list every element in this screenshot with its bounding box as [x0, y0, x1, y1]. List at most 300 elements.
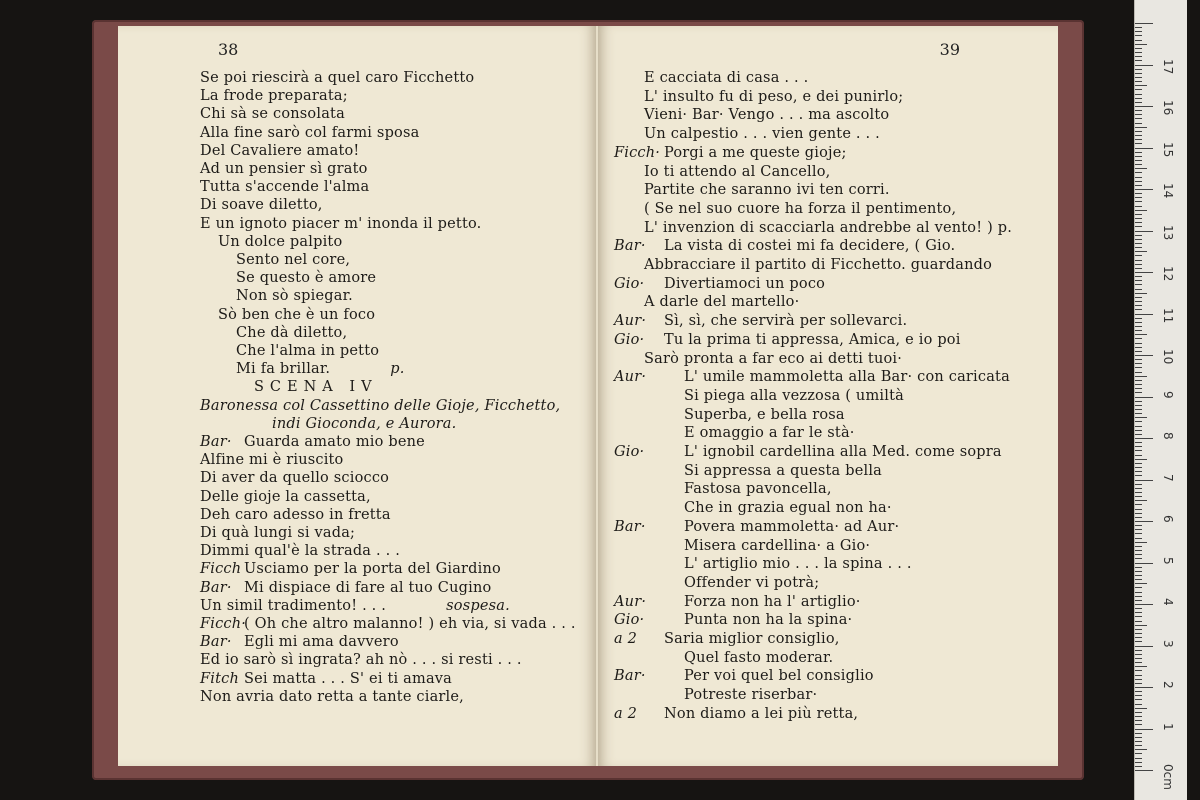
ruler-tick	[1135, 621, 1142, 622]
ruler-tick	[1135, 44, 1147, 45]
text-line	[644, 407, 845, 423]
stage-note: sospesa.	[446, 597, 510, 614]
ruler-tick	[1135, 571, 1142, 572]
ruler-label: 4	[1161, 598, 1175, 606]
verse-text: Per voi quel bel consiglio	[684, 668, 874, 685]
speaker-label: Aur·	[614, 369, 647, 386]
ruler-tick	[1135, 343, 1142, 344]
verse-text: Sò ben che è un foco	[218, 306, 376, 323]
speaker-label: Gio·	[614, 444, 645, 460]
verse-text: Saria miglior consiglio,	[664, 631, 840, 647]
ruler-tick	[1135, 625, 1147, 626]
text-line	[644, 257, 992, 273]
ruler-tick	[1135, 388, 1142, 389]
ruler-tick	[1135, 708, 1147, 709]
ruler-tick	[1135, 168, 1147, 169]
speaker-label: Aur·	[614, 313, 647, 330]
ruler-tick	[1135, 127, 1147, 128]
verse-text: Chi sà se consolata	[200, 106, 345, 123]
ruler-tick	[1135, 326, 1142, 327]
verse-text: Che l'alma in petto	[236, 343, 380, 359]
text-line	[200, 470, 389, 486]
ruler-tick	[1135, 139, 1142, 140]
ruler-tick	[1135, 181, 1142, 182]
text-line	[644, 556, 912, 572]
ruler-tick	[1135, 56, 1142, 57]
verse-text: Di aver da quello sciocco	[200, 470, 390, 487]
text-line	[200, 434, 425, 450]
ruler-tick	[1135, 40, 1142, 41]
ruler-tick	[1135, 35, 1142, 36]
ruler-label: 9	[1161, 390, 1175, 399]
verse-text: L' ignobil cardellina alla Med. come sopra	[684, 444, 1002, 460]
ruler-tick	[1135, 135, 1142, 136]
verse-text: Abbracciare il partito di Ficchetto. guardando	[644, 257, 993, 273]
ruler-tick	[1135, 542, 1147, 543]
text-line	[644, 294, 799, 310]
ruler-tick	[1135, 314, 1153, 315]
ruler-tick	[1135, 563, 1153, 564]
ruler-label: 1	[1161, 722, 1175, 731]
ruler-tick	[1135, 426, 1142, 427]
ruler-tick	[1135, 475, 1142, 476]
text-line	[644, 463, 882, 479]
ruler-tick	[1135, 492, 1142, 493]
verse-text: La vista di costei mi fa decidere, ( Gio.	[664, 238, 956, 255]
ruler-tick	[1135, 646, 1153, 647]
stage-note: p.	[390, 361, 405, 378]
ruler-tick	[1135, 455, 1142, 456]
ruler-tick	[1135, 484, 1142, 485]
verse-text: Guarda amato mio bene	[244, 434, 425, 450]
ruler-label: 7	[1161, 473, 1175, 482]
ruler-tick	[1135, 52, 1142, 53]
ruler-tick	[1135, 546, 1142, 547]
text-line	[200, 507, 391, 523]
ruler-tick	[1135, 421, 1142, 422]
ruler-tick	[1135, 276, 1142, 277]
verse-text: L' insulto fu di peso, e dei punirlo;	[644, 88, 904, 105]
verse-text: Vieni· Bar· Vengo . . . ma ascolto	[644, 107, 890, 124]
verse-text: ( Oh che altro malanno! ) eh via, si vada . . .	[244, 616, 576, 632]
ruler-tick	[1135, 77, 1142, 78]
text-line	[644, 182, 890, 198]
verse-text: ( Se nel suo cuore ha forza il pentimento,	[644, 200, 957, 217]
text-line	[200, 416, 456, 432]
ruler-tick	[1135, 231, 1153, 232]
verse-text: Alla fine sarò col farmi sposa	[200, 124, 420, 141]
ruler-tick	[1135, 23, 1153, 24]
ruler-tick	[1135, 442, 1142, 443]
ruler-tick	[1135, 94, 1142, 95]
text-line	[200, 489, 371, 505]
ruler-tick	[1135, 513, 1142, 514]
ruler-tick	[1135, 758, 1142, 759]
speaker-label: Gio·	[614, 275, 645, 292]
text-line	[614, 369, 1010, 385]
ruler-tick	[1135, 31, 1142, 32]
ruler-tick	[1135, 666, 1147, 667]
ruler-tick	[1135, 430, 1142, 431]
ruler-label: 15	[1161, 141, 1175, 157]
ruler-tick	[1135, 587, 1142, 588]
ruler-tick	[1135, 376, 1147, 377]
text-line	[200, 325, 347, 341]
ruler-tick	[1135, 409, 1142, 410]
ruler-tick	[1135, 214, 1142, 215]
text-line	[200, 525, 355, 541]
verse-text: Partite che saranno ivi ten corri.	[644, 182, 890, 199]
ruler-label: 12	[1161, 266, 1175, 282]
ruler-tick	[1135, 172, 1142, 173]
ruler-tick	[1135, 450, 1142, 451]
ruler-tick	[1135, 239, 1142, 240]
ruler-tick	[1135, 297, 1142, 298]
verse-text: La frode preparata;	[200, 88, 348, 105]
ruler-tick	[1135, 255, 1142, 256]
ruler-tick	[1135, 716, 1142, 717]
verse-text: Forza non ha l' artiglio·	[684, 593, 861, 610]
ruler-tick	[1135, 367, 1142, 368]
verse-text: E cacciata di casa . . .	[644, 70, 809, 86]
verse-text: Si appressa a questa bella	[684, 462, 882, 479]
verse-text: E un ignoto piacer m' inonda il petto.	[200, 215, 482, 232]
text-line	[200, 216, 481, 232]
ruler-tick	[1135, 177, 1142, 178]
text-line	[200, 125, 419, 141]
text-line	[644, 388, 904, 404]
ruler-tick	[1135, 762, 1142, 763]
ruler-tick	[1135, 193, 1142, 194]
verse-text: Io ti attendo al Cancello,	[644, 163, 831, 180]
verse-text: Porgi a me queste gioje;	[664, 144, 847, 161]
ruler-tick	[1135, 691, 1142, 692]
ruler-tick	[1135, 583, 1147, 584]
ruler-tick	[1135, 741, 1142, 742]
ruler-tick	[1135, 301, 1142, 302]
ruler-tick	[1135, 289, 1142, 290]
speaker-label: Bar·	[614, 668, 646, 685]
ruler-tick	[1135, 529, 1142, 530]
ruler-tick	[1135, 558, 1142, 559]
ruler-tick	[1135, 201, 1142, 202]
speaker-label: Bar·	[614, 518, 646, 535]
ruler-tick	[1135, 338, 1142, 339]
text-line	[644, 107, 889, 123]
speaker-label: Fitch	[200, 670, 239, 687]
ruler-tick	[1135, 27, 1142, 28]
ruler-label: 3	[1161, 639, 1175, 648]
text-line	[614, 631, 840, 647]
text-line	[200, 88, 348, 104]
text-line	[200, 70, 474, 86]
verse-text: Tu la prima ti appressa, Amica, e io poi	[664, 331, 961, 348]
text-line	[200, 616, 576, 632]
ruler-tick	[1135, 359, 1142, 360]
ruler-tick	[1135, 629, 1142, 630]
verse-text: Un dolce palpito	[218, 233, 343, 250]
ruler-tick	[1135, 654, 1142, 655]
speaker-label: Gio·	[614, 331, 645, 348]
ruler-tick	[1135, 156, 1142, 157]
left-page-number: 38	[218, 40, 239, 59]
ruler-tick	[1135, 318, 1142, 319]
verse-text: Dimmi qual'è la strada . . .	[200, 543, 401, 560]
left-page	[118, 26, 596, 766]
ruler-tick	[1135, 538, 1142, 539]
speaker-label: Gio·	[614, 612, 645, 629]
right-page	[598, 26, 1058, 766]
verse-text: Si piega alla vezzosa ( umiltà	[684, 387, 904, 404]
ruler-tick	[1135, 733, 1142, 734]
ruler-tick	[1135, 488, 1142, 489]
text-line	[200, 398, 560, 414]
verse-text: Ad un pensier sì grato	[200, 161, 368, 177]
text-line	[200, 652, 522, 668]
ruler-tick	[1135, 372, 1142, 373]
speaker-label: Ficch·	[200, 616, 247, 632]
ruler-tick	[1135, 309, 1142, 310]
text-line	[644, 650, 833, 666]
ruler-tick	[1135, 226, 1142, 227]
ruler-tick	[1135, 251, 1147, 252]
verse-text: Tutta s'accende l'alma	[200, 179, 370, 196]
speaker-label: Bar·	[200, 634, 232, 651]
text-line	[614, 313, 907, 329]
ruler-tick	[1135, 575, 1142, 576]
ruler-tick	[1135, 305, 1142, 306]
ruler-tick	[1135, 766, 1142, 767]
ruler-tick	[1135, 496, 1142, 497]
ruler-tick	[1135, 525, 1142, 526]
verse-text: Divertiamoci un poco	[664, 275, 826, 292]
speaker-label: Ficch	[200, 561, 242, 578]
ruler-tick	[1135, 264, 1142, 265]
ruler-tick	[1135, 417, 1147, 418]
verse-text: Egli mi ama davvero	[244, 634, 399, 651]
ruler-tick	[1135, 123, 1142, 124]
text-line	[200, 234, 342, 250]
verse-text: Delle gioje la cassetta,	[200, 488, 371, 505]
ruler-tick	[1135, 471, 1142, 472]
text-line	[614, 594, 861, 610]
ruler-tick	[1135, 185, 1142, 186]
ruler-tick	[1135, 89, 1142, 90]
ruler-tick	[1135, 405, 1142, 406]
ruler-tick	[1135, 60, 1142, 61]
text-line	[644, 126, 880, 142]
ruler-tick	[1135, 463, 1142, 464]
ruler-tick	[1135, 210, 1147, 211]
ruler-tick	[1135, 243, 1142, 244]
ruler-label: 17	[1161, 58, 1175, 74]
ruler-tick	[1135, 670, 1142, 671]
text-line	[200, 252, 350, 268]
ruler-tick	[1135, 160, 1142, 161]
verse-text: Punta non ha la spina·	[684, 612, 853, 629]
text-line	[644, 500, 892, 516]
ruler-tick	[1135, 392, 1142, 393]
verse-text: Sento nel core,	[236, 252, 351, 268]
verse-text: Quel fasto moderar.	[684, 649, 834, 666]
text-line	[200, 634, 399, 650]
ruler-tick	[1135, 247, 1142, 248]
verse-text: Fastosa pavoncella,	[684, 481, 832, 498]
text-line	[644, 687, 817, 703]
text-line	[644, 220, 1012, 236]
text-line	[200, 561, 501, 577]
ruler-tick	[1135, 48, 1142, 49]
ruler-label: 16	[1161, 100, 1175, 116]
text-line	[200, 671, 452, 687]
ruler-tick	[1135, 114, 1142, 115]
ruler-tick	[1135, 616, 1142, 617]
ruler-tick	[1135, 260, 1142, 261]
ruler-tick	[1135, 65, 1153, 66]
ruler-tick	[1135, 118, 1142, 119]
ruler-tick	[1135, 355, 1153, 356]
ruler-tick	[1135, 434, 1142, 435]
ruler-tick	[1135, 550, 1142, 551]
scene-heading: SCENA IV	[254, 379, 378, 396]
text-line	[200, 580, 491, 596]
ruler-tick	[1135, 148, 1153, 149]
text-line	[614, 706, 858, 722]
text-line	[200, 689, 464, 705]
ruler-tick	[1135, 69, 1142, 70]
text-line	[614, 332, 961, 348]
ruler-tick	[1135, 347, 1142, 348]
ruler-tick	[1135, 293, 1147, 294]
verse-text: Offender vi potrà;	[684, 574, 820, 591]
ruler-label: 5	[1161, 556, 1175, 565]
verse-text: Superba, e bella rosa	[684, 406, 845, 423]
verse-text: L' artiglio mio . . . la spina . . .	[684, 556, 912, 573]
text-line	[644, 201, 956, 217]
ruler-tick	[1135, 380, 1142, 381]
ruler-tick	[1135, 334, 1147, 335]
speaker-label: a 2	[614, 631, 638, 647]
ruler-tick	[1135, 633, 1142, 634]
verse-text: Se poi riescirà a quel caro Ficchetto	[200, 70, 475, 86]
text-line	[200, 307, 375, 323]
ruler-tick	[1135, 699, 1142, 700]
ruler-tick	[1135, 579, 1142, 580]
verse-text: Ed io sarò sì ingrata? ah nò . . . si resti . . .	[200, 652, 522, 669]
text-line	[200, 197, 323, 213]
verse-text: E omaggio a far le stà·	[684, 425, 855, 442]
ruler-tick	[1135, 567, 1142, 568]
ruler-label: 0cm	[1161, 764, 1175, 790]
right-page-number: 39	[939, 40, 960, 59]
ruler-tick	[1135, 720, 1142, 721]
text-line	[200, 379, 378, 395]
ruler-tick	[1135, 401, 1142, 402]
verse-text: Mi dispiace di fare al tuo Cugino	[244, 579, 492, 596]
ruler-tick	[1135, 683, 1142, 684]
ruler-tick	[1135, 102, 1142, 103]
verse-text: Alfine mi è riuscito	[200, 452, 344, 469]
ruler-tick	[1135, 164, 1142, 165]
text-line	[200, 288, 353, 304]
text-line	[644, 575, 819, 591]
verse-text: Un calpestio . . . vien gente . . .	[644, 126, 880, 143]
ruler-label: 11	[1161, 307, 1175, 323]
verse-text: Di quà lungi si vada;	[200, 525, 356, 541]
ruler-tick	[1135, 724, 1142, 725]
ruler-tick	[1135, 413, 1142, 414]
ruler-tick	[1135, 467, 1142, 468]
text-line	[644, 89, 903, 105]
ruler-tick	[1135, 712, 1142, 713]
verse-text: A darle del martello·	[644, 294, 800, 311]
ruler-tick	[1135, 612, 1142, 613]
ruler-tick	[1135, 770, 1153, 771]
verse-text: Sei matta . . . S' ei ti amava	[244, 670, 453, 687]
ruler-tick	[1135, 592, 1142, 593]
ruler-tick	[1135, 554, 1142, 555]
text-line	[614, 612, 852, 628]
ruler-tick	[1135, 152, 1142, 153]
ruler-tick	[1135, 206, 1142, 207]
verse-text: L' umile mammoletta alla Bar· con caricata	[684, 369, 1010, 386]
ruler-label: 14	[1161, 183, 1175, 199]
verse-text: Non avria dato retta a tante ciarle,	[200, 688, 464, 705]
verse-text: Povera mammoletta· ad Aur·	[684, 518, 900, 535]
ruler-tick	[1135, 641, 1142, 642]
ruler-tick	[1135, 504, 1142, 505]
ruler-tick	[1135, 533, 1142, 534]
ruler-tick	[1135, 197, 1142, 198]
ruler-tick	[1135, 749, 1147, 750]
ruler-tick	[1135, 729, 1153, 730]
ruler-tick	[1135, 330, 1142, 331]
ruler-label: 8	[1161, 432, 1175, 440]
ruler-label: 2	[1161, 681, 1175, 689]
verse-text: Potreste riserbar·	[684, 687, 818, 704]
text-line	[644, 538, 870, 554]
ruler-tick	[1135, 351, 1142, 352]
text-line	[614, 519, 899, 535]
text-line	[200, 543, 400, 559]
verse-text: Deh caro adesso in fretta	[200, 506, 391, 523]
verse-text: Non sò spiegar.	[236, 288, 353, 305]
ruler-tick	[1135, 189, 1153, 190]
ruler-tick	[1135, 604, 1153, 605]
ruler-tick	[1135, 384, 1142, 385]
ruler-tick	[1135, 679, 1142, 680]
ruler-tick	[1135, 73, 1142, 74]
ruler-tick	[1135, 753, 1142, 754]
ruler-tick	[1135, 650, 1142, 651]
ruler-tick	[1135, 218, 1142, 219]
ruler-tick	[1135, 272, 1153, 273]
text-line	[200, 161, 368, 177]
ruler-tick	[1135, 500, 1147, 501]
text-line	[614, 145, 847, 161]
ruler-tick	[1135, 608, 1142, 609]
ruler-tick	[1135, 517, 1142, 518]
ruler-tick	[1135, 363, 1142, 364]
ruler-tick	[1135, 106, 1153, 107]
verse-text: Del Cavaliere amato!	[200, 142, 360, 159]
text-line	[200, 361, 405, 377]
ruler-label: 6	[1161, 515, 1175, 523]
verse-text: Misera cardellina· a Gio·	[684, 537, 871, 554]
text-line	[614, 444, 1002, 460]
ruler-tick	[1135, 675, 1142, 676]
verse-text: Non diamo a lei più retta,	[664, 705, 859, 722]
